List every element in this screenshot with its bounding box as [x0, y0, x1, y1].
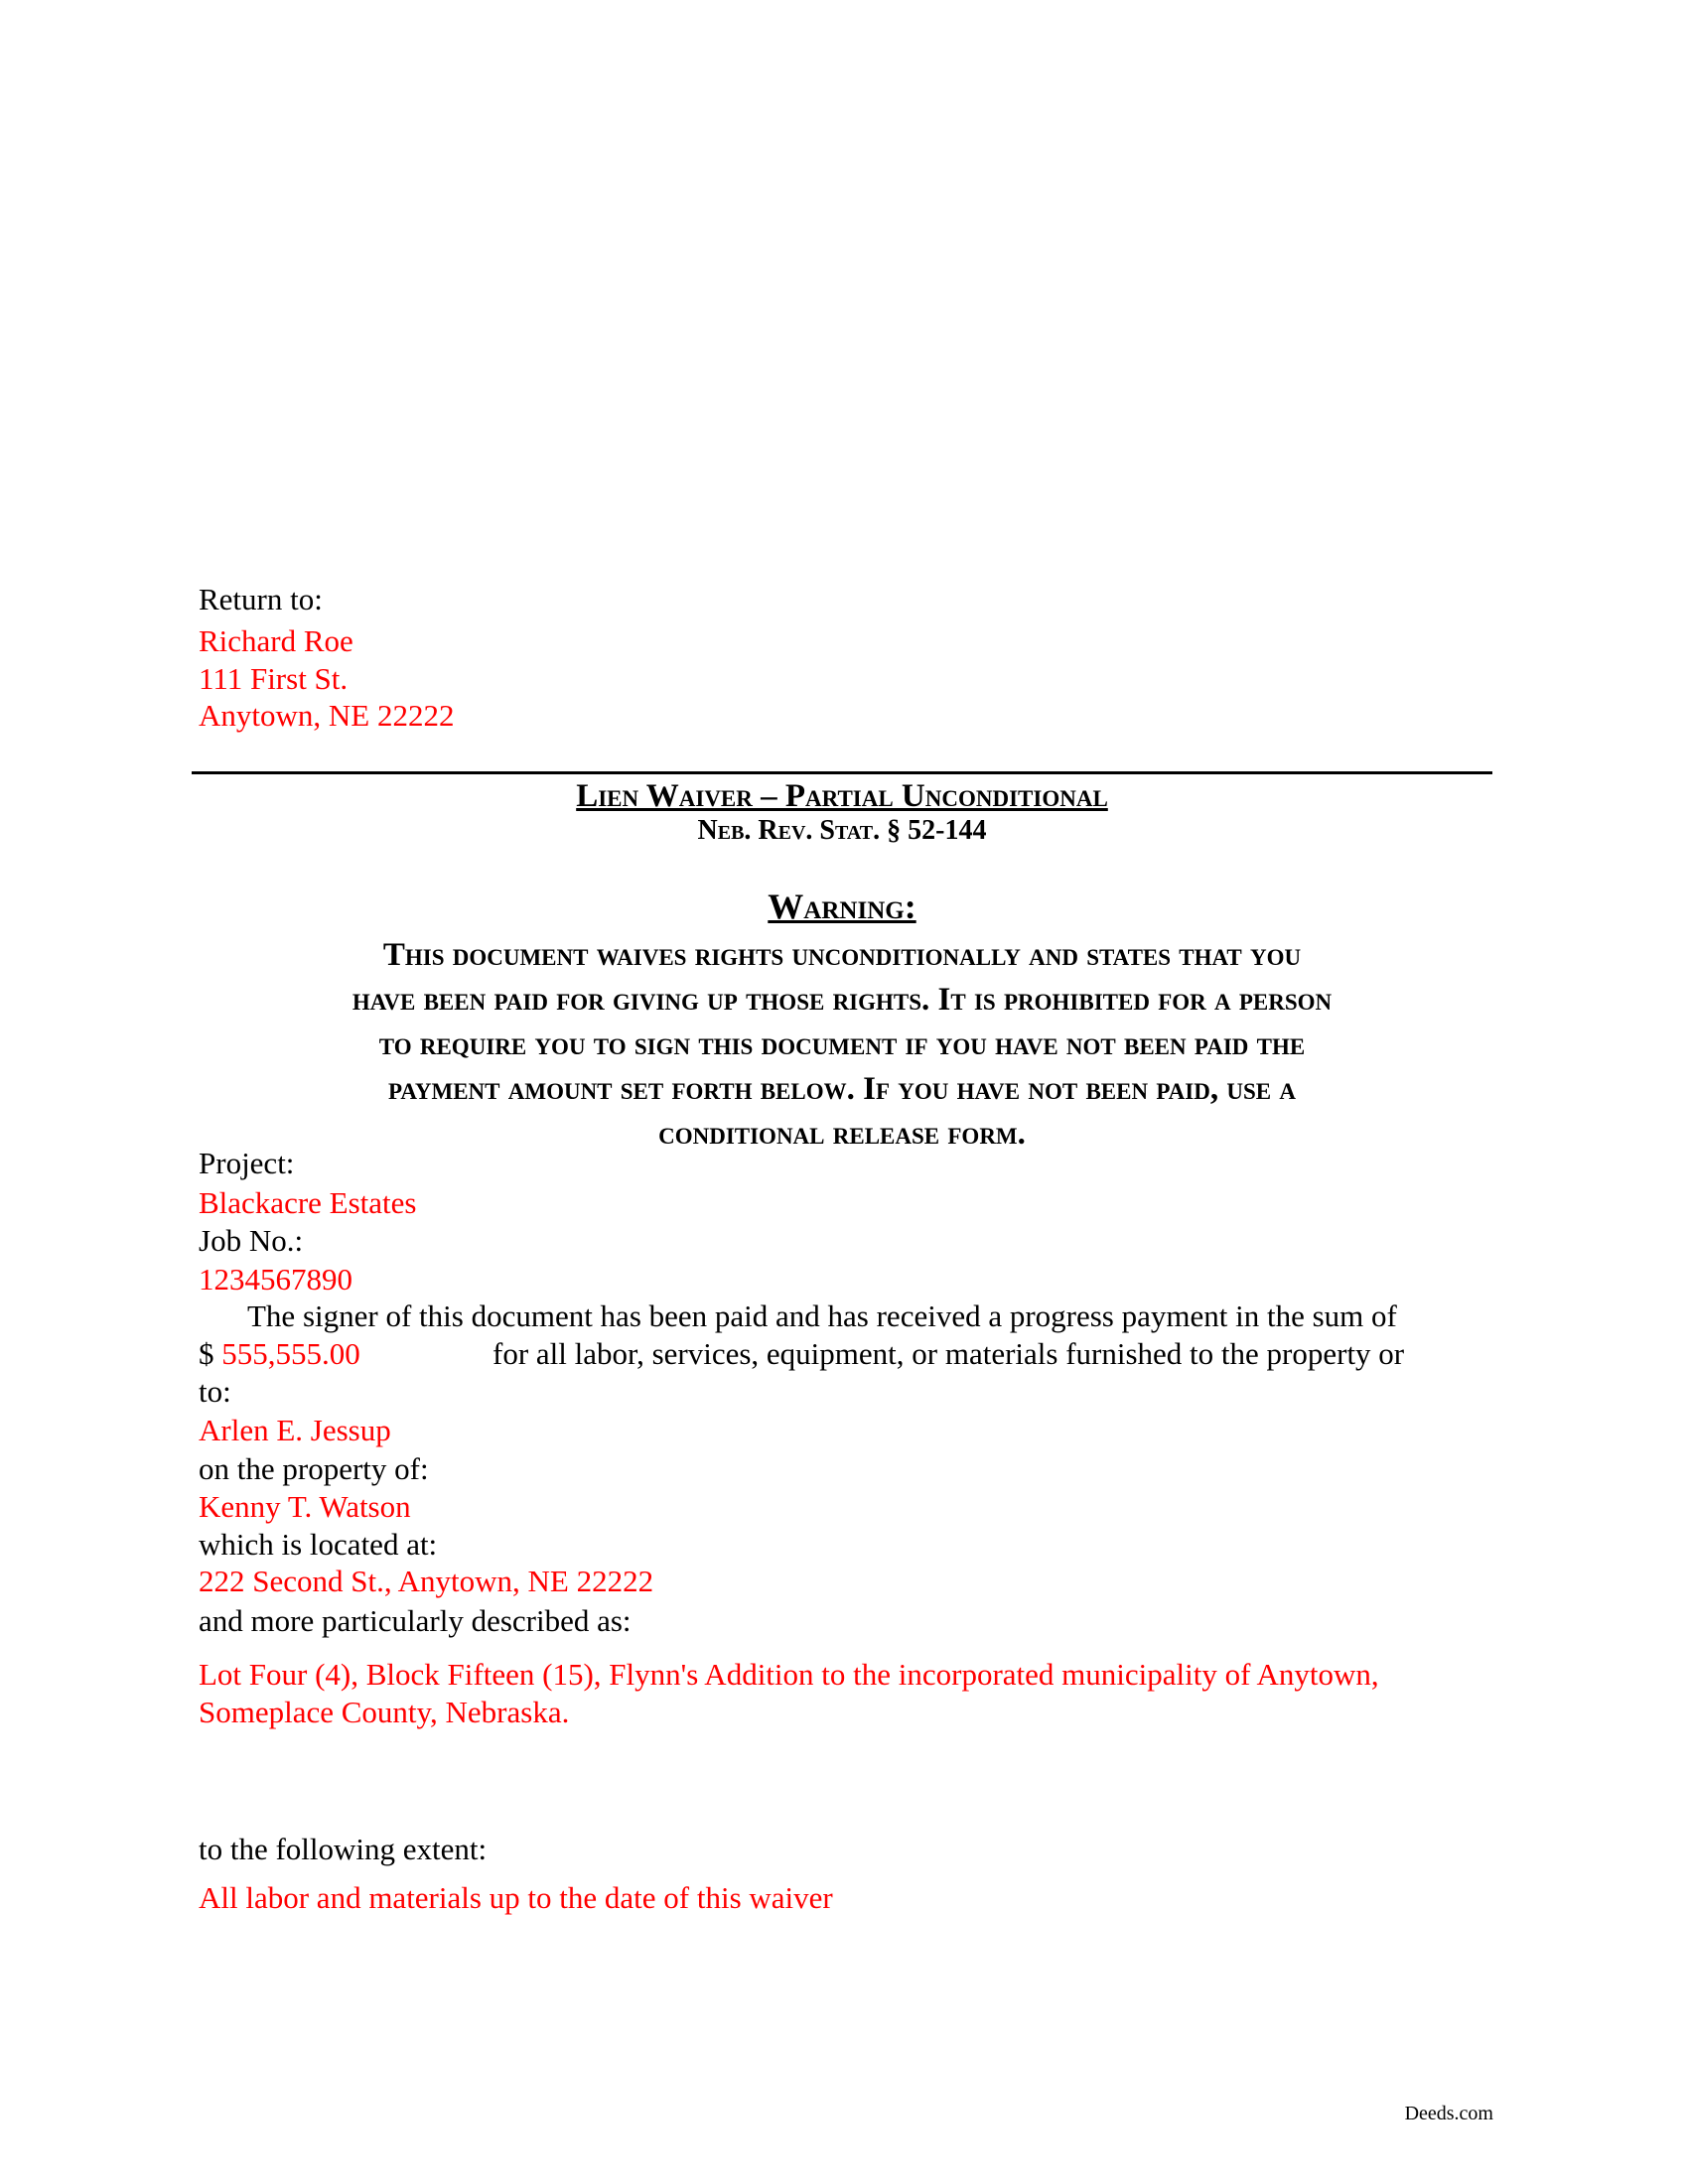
- job-number-label: Job No.:: [199, 1223, 304, 1258]
- warning-heading: Warning:: [768, 887, 916, 926]
- document-title: [192, 779, 1492, 815]
- extent-value: All labor and materials up to the date of this waiver: [199, 1880, 833, 1915]
- warning-line: to require you to sign this document if you have not been paid the: [378, 1026, 1306, 1062]
- payment-sentence-start: The signer of this document has been paid and has received a progress payment in the sum of: [247, 1298, 1397, 1333]
- return-to-name: Richard Roe: [199, 623, 353, 658]
- owner-value: Kenny T. Watson: [199, 1489, 411, 1524]
- legal-description-value: Lot Four (4), Block Fifteen (15), Flynn's Addition to the incorporated municipality of Anytown, Someplace County, Nebraska.: [199, 1657, 1379, 1729]
- warning-line: have been paid for giving up those rights. It is prohibited for a person: [352, 982, 1333, 1018]
- warning-line: payment amount set forth below. If you have not been paid, use a: [388, 1071, 1296, 1107]
- job-number-value: 1234567890: [199, 1262, 352, 1297]
- extent-label: to the following extent:: [199, 1832, 488, 1866]
- return-to-street: 111 First St.: [199, 661, 349, 696]
- payment-to-label: to:: [199, 1374, 231, 1409]
- currency-symbol: $: [199, 1336, 214, 1371]
- project-value: Blackacre Estates: [199, 1185, 417, 1220]
- footer-brand: Deeds.com: [1404, 2103, 1493, 2124]
- return-to-city: Anytown, NE 22222: [199, 698, 455, 733]
- location-value: 222 Second St., Anytown, NE 22222: [199, 1564, 654, 1598]
- warning-text: [192, 933, 1492, 1157]
- header-divider: [192, 771, 1492, 774]
- payment-sentence-end: for all labor, services, equipment, or materials furnished to the property or: [492, 1336, 1405, 1371]
- warning-line: conditional release form.: [658, 1116, 1026, 1152]
- return-to-label: Return to:: [199, 582, 323, 616]
- warning-line: This document waives rights unconditionally and states that you: [382, 937, 1302, 973]
- payment-amount: 555,555.00: [221, 1336, 360, 1371]
- recipient-value: Arlen E. Jessup: [199, 1413, 391, 1447]
- owner-label: on the property of:: [199, 1451, 429, 1486]
- location-label: which is located at:: [199, 1527, 438, 1562]
- legal-description-label: and more particularly described as:: [199, 1603, 632, 1638]
- statute-reference: Neb. Rev. Stat. § 52-144: [697, 815, 987, 846]
- project-label: Project:: [199, 1146, 295, 1180]
- document-title-text: Lien Waiver – Partial Unconditional: [576, 778, 1108, 814]
- payment-currency: [199, 1335, 360, 1373]
